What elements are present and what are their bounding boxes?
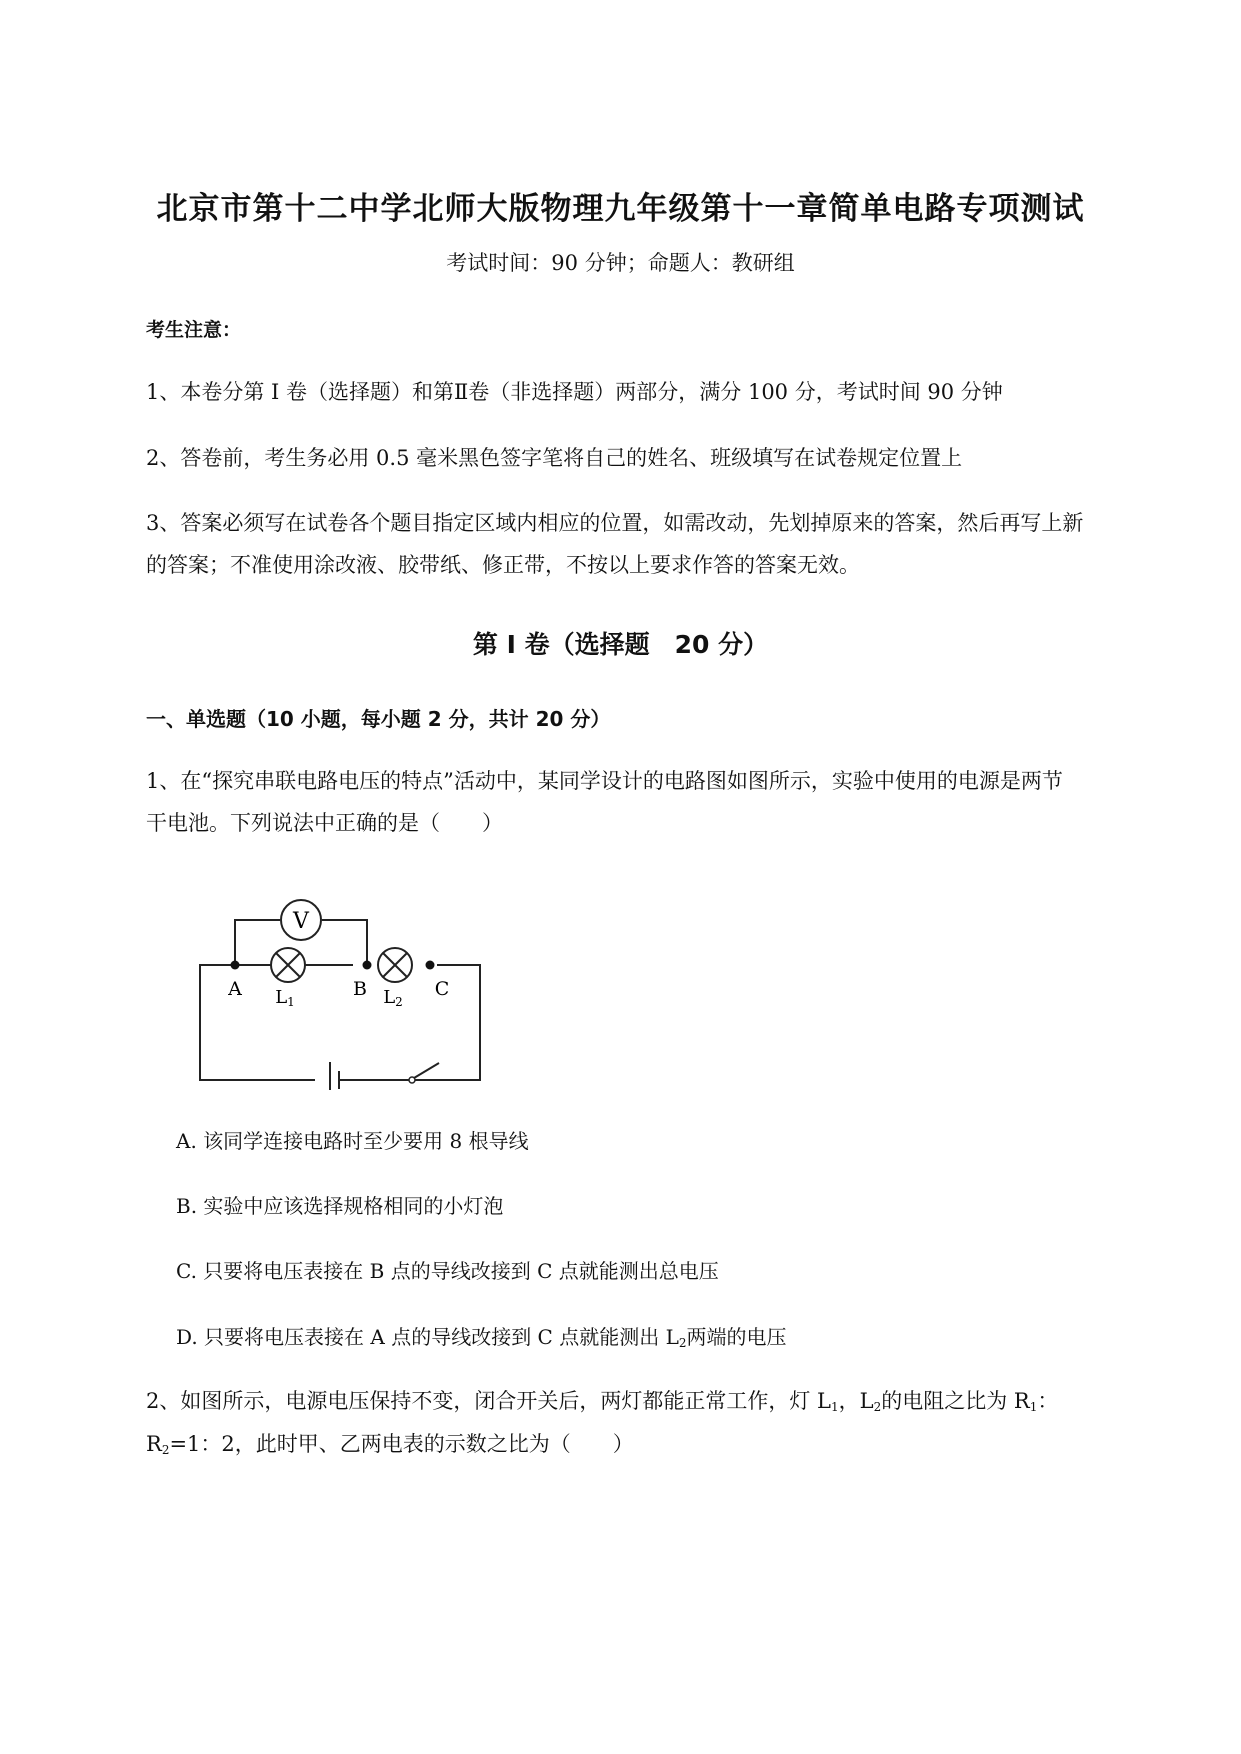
junction-a xyxy=(231,961,240,970)
junction-c xyxy=(426,961,435,970)
q1-option-c[interactable]: C. 只要将电压表接在 B 点的导线改接到 C 点就能测出总电压 xyxy=(176,1259,719,1283)
notice-item-1: 1、本卷分第 I 卷（选择题）和第Ⅱ卷（非选择题）两部分，满分 100 分，考试时间 90 分钟 xyxy=(146,380,1003,404)
point-a-label: A xyxy=(228,978,242,1000)
exam-info: 考试时间：90 分钟；命题人：教研组 xyxy=(446,251,795,275)
q1-stem-line2: 干电池。下列说法中正确的是（ ） xyxy=(146,811,503,835)
q1-option-d[interactable]: D. 只要将电压表接在 A 点的导线改接到 C 点就能测出 $L_2$两端的电压 xyxy=(176,1325,787,1350)
notice-item-2: 2、答卷前，考生务必用 0.5 毫米黑色签字笔将自己的姓名、班级填写在试卷规定位置上 xyxy=(146,446,963,470)
junction-b xyxy=(363,961,372,970)
notice-label: 考生注意： xyxy=(146,319,242,341)
lamp-l2-label: L2 xyxy=(383,987,403,1009)
circuit-diagram xyxy=(190,870,490,1090)
point-b-label: B xyxy=(353,978,367,1000)
section-title: 第 I 卷（选择题 20 分） xyxy=(472,630,769,659)
section-subtitle: 一、单选题（10 小题，每小题 2 分，共计 20 分） xyxy=(146,707,611,731)
q2-stem-line2: $R_2=1$：2，此时甲、乙两电表的示数之比为（ ） xyxy=(146,1432,634,1457)
page-title: 北京市第十二中学北师大版物理九年级第十一章简单电路专项测试 xyxy=(156,191,1085,227)
notice-item-3: 3、答案必须写在试卷各个题目指定区域内相应的位置，如需改动，先划掉原来的答案，然后再写上新 xyxy=(146,511,1084,535)
lamp-l2 xyxy=(378,948,412,982)
q1-option-a[interactable]: A. 该同学连接电路时至少要用 8 根导线 xyxy=(176,1129,529,1153)
q2-stem-line1: 2、如图所示，电源电压保持不变，闭合开关后，两灯都能正常工作，灯 $L_1$，$L_2$的电阻之比为 $R_1$： xyxy=(146,1389,1059,1414)
lamp-l1 xyxy=(271,948,305,982)
notice-item-3-cont: 的答案；不准使用涂改液、胶带纸、修正带，不按以上要求作答的答案无效。 xyxy=(146,553,860,577)
lamp-l1-label: L1 xyxy=(275,987,295,1009)
q1-stem-line1: 1、在“探究串联电路电压的特点”活动中，某同学设计的电路图如图所示，实验中使用的电源是两节 xyxy=(146,769,1063,793)
point-c-label: C xyxy=(434,978,450,1000)
switch-pivot xyxy=(409,1077,415,1083)
q1-option-b[interactable]: B. 实验中应该选择规格相同的小灯泡 xyxy=(176,1194,504,1218)
voltmeter-label: V xyxy=(293,909,309,934)
